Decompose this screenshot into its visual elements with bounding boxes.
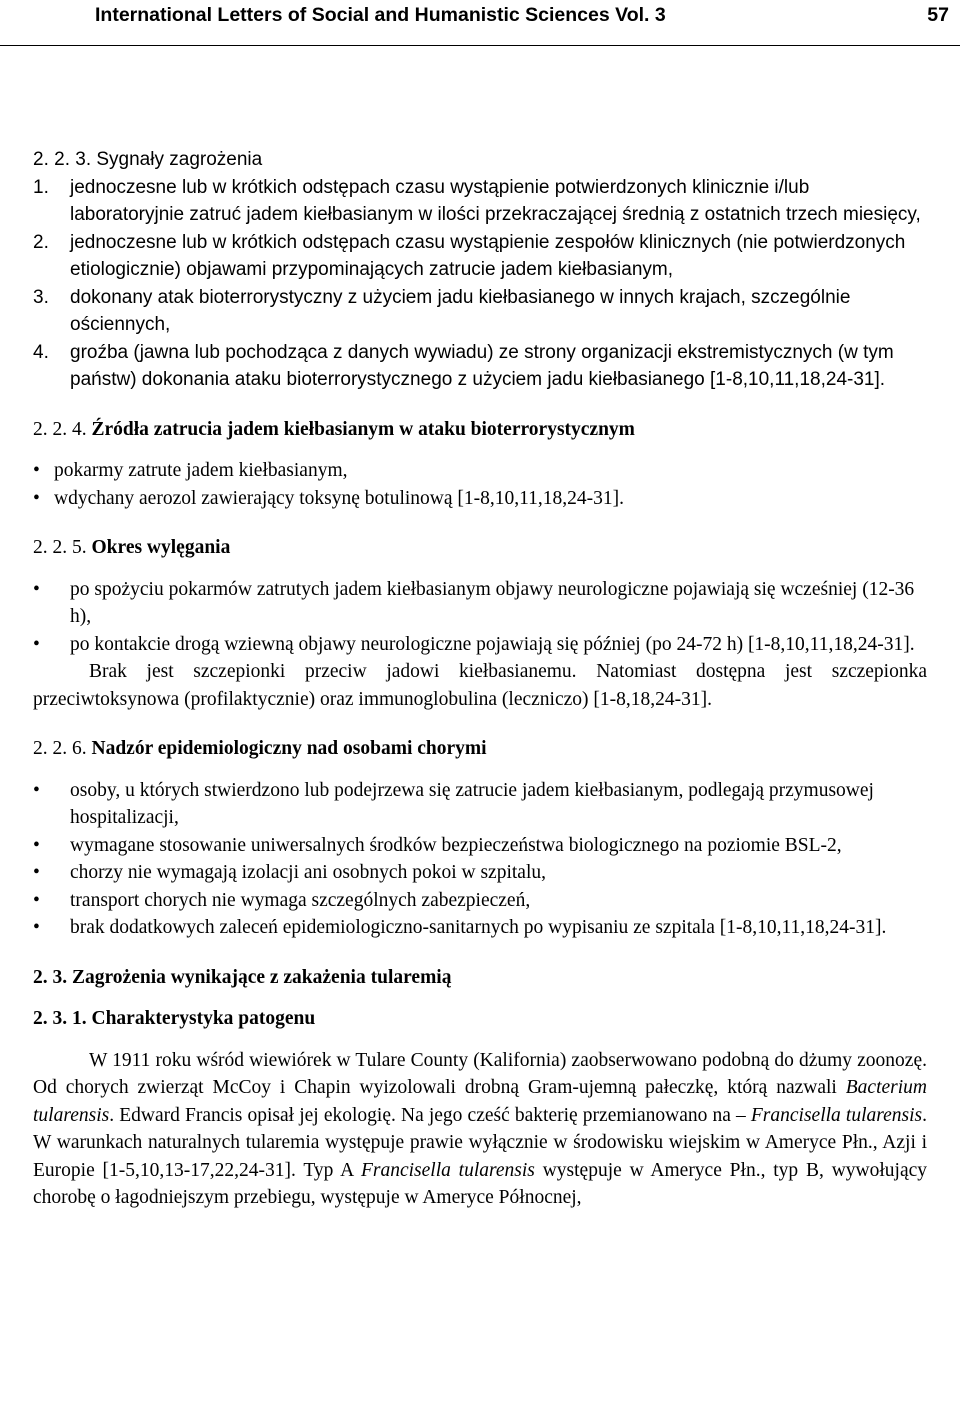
item-number: 3. xyxy=(33,286,49,308)
section-2-2-3 xyxy=(33,146,927,394)
bullet-icon: • xyxy=(33,460,40,481)
text-run: . W warunkach naturalnych tularemia występuje prawie wyłącznie w środowisku wiejskim w Ameryce Płn., Azji i Europie [1-5,10,13-17,22,24-31]. Typ A xyxy=(33,1104,927,1181)
item-text: po kontakcie drogą wziewną objawy neurologiczne pojawiają się później (po 24-72 h) [1-8,10,11,18,24-31]. xyxy=(70,633,915,655)
text-run: występuje w Ameryce Płn., typ B, wywołujący chorobę o łagodniejszym przebiegu, występuje w Ameryce Północnej, xyxy=(33,1159,927,1208)
section-heading: 2. 2. 3. Sygnały zagrożenia xyxy=(33,149,263,170)
paragraph: Brak jest szczepionki przeciw jadowi kiełbasianemu. Natomiast dostępna jest szczepionka przeciwtoksynowa (profilaktycznie) oraz immunoglobulina (leczniczo) [1-8,18,24-31]. xyxy=(33,661,927,710)
bullet-icon: • xyxy=(33,834,40,856)
section-heading: 2. 3. 1. Charakterystyka patogenu xyxy=(33,1008,316,1029)
section-2-2-4 xyxy=(33,416,927,513)
list-item xyxy=(33,339,927,394)
section-2-3-heading: 2. 3. Zagrożenia wynikające z zakażenia tularemią xyxy=(33,966,452,988)
item-number: 2. xyxy=(33,231,49,253)
item-text: wymagane stosowanie uniwersalnych środków bezpieczeństwa biologicznego na poziomie BSL-2, xyxy=(70,834,842,856)
section-2-2-5 xyxy=(33,534,927,713)
bullet-item xyxy=(33,859,927,887)
bullet-item xyxy=(33,887,927,915)
section-number: 2. 2. 5. xyxy=(33,537,87,558)
bullet-item xyxy=(33,832,927,860)
list-item xyxy=(33,284,927,339)
bullet-icon: • xyxy=(33,779,40,801)
section-title: Okres wylęgania xyxy=(91,537,231,558)
page-header xyxy=(0,0,960,46)
item-text: wdychany aerozol zawierający toksynę botulinową [1-8,10,11,18,24-31]. xyxy=(54,487,625,509)
bullet-item xyxy=(33,576,927,631)
paragraph xyxy=(33,1047,927,1212)
item-text: jednoczesne lub w krótkich odstępach czasu wystąpienie zespołów klinicznych (nie potwierdzonych etiologicznie) objawami przypominających zatrucie jadem kiełbasianym, xyxy=(70,231,906,280)
bullet-item xyxy=(33,457,927,485)
section-heading xyxy=(33,416,927,444)
bullet-icon: • xyxy=(33,578,40,600)
section-number: 2. 2. 4. xyxy=(33,418,87,440)
bullet-item xyxy=(33,485,927,513)
section-2-2-6 xyxy=(33,735,927,942)
bullet-item xyxy=(33,777,927,832)
section-number: 2. 2. 6. xyxy=(33,738,87,759)
bullet-item xyxy=(33,631,927,659)
bullet-icon: • xyxy=(33,917,40,938)
item-number: 1. xyxy=(33,176,49,198)
bullet-icon: • xyxy=(33,487,40,509)
page-body xyxy=(33,146,927,1212)
item-text: brak dodatkowych zaleceń epidemiologiczno-sanitarnych po wypisaniu ze szpitala [1-8,10,11,18,24-31]. xyxy=(70,917,887,938)
item-text: groźba (jawna lub pochodząca z danych wywiadu) ze strony organizacji ekstremistycznych (w tym państw) dokonania ataku bioterrorystycznego z użyciem jadu kiełbasianego [1-8,10,11,18,24-31]. xyxy=(70,341,894,390)
text-run: . Edward Francis opisał jej ekologię. Na jego cześć bakterię przemianowano na – xyxy=(109,1104,751,1126)
bullet-icon: • xyxy=(33,633,40,655)
item-text: po spożyciu pokarmów zatrutych jadem kiełbasianym objawy neurologiczne pojawiają się wcześniej (12-36 h), xyxy=(70,578,915,627)
section-heading xyxy=(33,534,927,562)
item-number: 4. xyxy=(33,341,49,363)
section-2-3-1 xyxy=(33,1005,927,1212)
bullet-icon: • xyxy=(33,862,40,883)
section-title: Źródła zatrucia jadem kiełbasianym w ataku bioterrorystycznym xyxy=(91,418,635,440)
species-name: Bacterium tularensis xyxy=(33,1077,927,1126)
species-name: Francisella tularensis xyxy=(750,1104,923,1126)
item-text: transport chorych nie wymaga szczególnych zabezpieczeń, xyxy=(70,889,531,911)
item-text: pokarmy zatrute jadem kiełbasianym, xyxy=(54,460,348,481)
list-item xyxy=(33,229,927,284)
section-title: Nadzór epidemiologiczny nad osobami chorymi xyxy=(91,738,487,759)
journal-title: International Letters of Social and Humanistic Sciences Vol. 3 xyxy=(95,4,666,26)
item-text: osoby, u których stwierdzono lub podejrzewa się zatrucie jadem kiełbasianym, podlegają przymusowej hospitalizacji, xyxy=(70,779,874,828)
text-run: W 1911 roku wśród wiewiórek w Tulare County (Kalifornia) zaobserwowano podobną do dżumy zoonozę. Od chorych zwierząt McCoy i Chapin wyizolowali drobną Gram-ujemną pałeczkę, którą nazwali xyxy=(33,1049,927,1098)
bullet-icon: • xyxy=(33,889,40,911)
page-number: 57 xyxy=(927,4,949,26)
item-text: chorzy nie wymagają izolacji ani osobnych pokoi w szpitalu, xyxy=(70,862,546,883)
species-name: Francisella tularensis xyxy=(360,1159,535,1181)
list-item xyxy=(33,174,927,229)
item-text: jednoczesne lub w krótkich odstępach czasu wystąpienie potwierdzonych klinicznie i/lub laboratoryjnie zatruć jadem kiełbasianym w ilości przekraczającej średnią z ostatnich trzech miesięcy, xyxy=(70,176,921,225)
section-heading xyxy=(33,735,927,763)
item-text: dokonany atak bioterrorystyczny z użyciem jadu kiełbasianego w innych krajach, szczególnie ościennych, xyxy=(70,286,851,335)
bullet-item xyxy=(33,914,927,942)
